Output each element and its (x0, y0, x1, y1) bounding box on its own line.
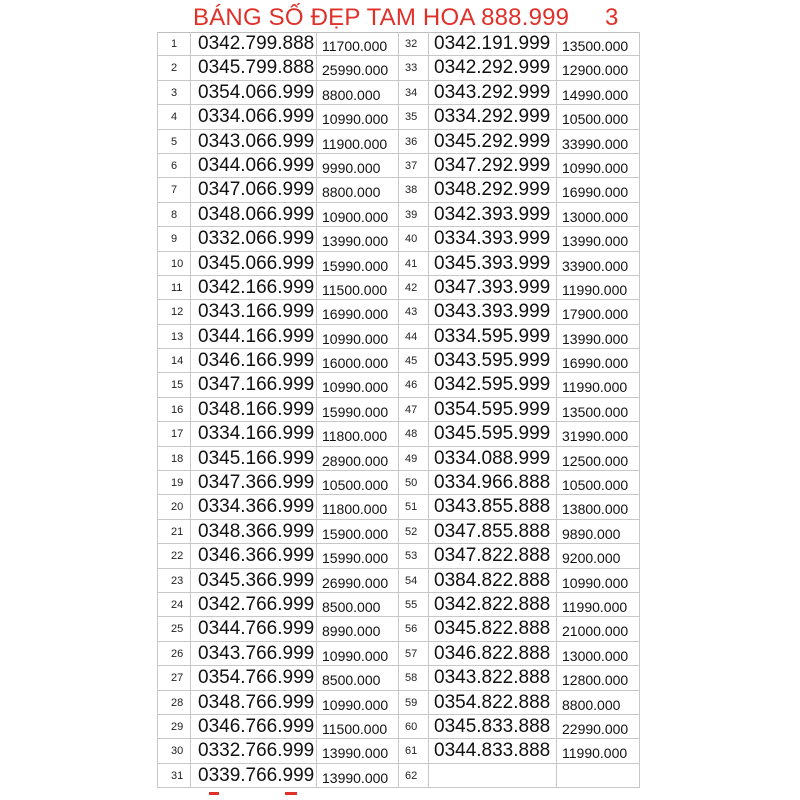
phone-number: 0347.292.999 (429, 154, 557, 177)
phone-number: 0354.822.888 (429, 691, 557, 714)
row-index: 26 (157, 642, 191, 665)
row-index: 50 (399, 471, 429, 494)
row-index: 31 (157, 764, 191, 787)
table-row (157, 691, 640, 715)
phone-number: 0332.766.999 (191, 739, 317, 762)
table-row (157, 593, 640, 617)
row-index: 5 (157, 130, 191, 153)
row-index: 48 (399, 422, 429, 445)
price: 12800.000 (557, 666, 640, 689)
phone-number: 0346.822.888 (429, 642, 557, 665)
table-row (157, 544, 640, 568)
row-index: 20 (157, 495, 191, 518)
price: 11700.000 (317, 32, 399, 55)
phone-number: 0343.595.999 (429, 349, 557, 372)
row-index: 22 (157, 544, 191, 567)
table-row (157, 373, 640, 397)
price: 13990.000 (557, 325, 640, 348)
phone-number: 0354.066.999 (191, 81, 317, 104)
price: 21000.000 (557, 617, 640, 640)
price: 8800.000 (557, 691, 640, 714)
price: 11990.000 (557, 276, 640, 299)
row-index: 40 (399, 227, 429, 250)
phone-number: 0345.833.888 (429, 715, 557, 738)
sheet-number: 3 (605, 4, 619, 31)
row-index: 34 (399, 81, 429, 104)
phone-number: 0343.822.888 (429, 666, 557, 689)
phone-number: 0348.766.999 (191, 691, 317, 714)
price: 10990.000 (317, 373, 399, 396)
price: 16000.000 (317, 349, 399, 372)
price: 10990.000 (317, 105, 399, 128)
phone-number: 0344.833.888 (429, 739, 557, 762)
phone-number: 0384.822.888 (429, 569, 557, 592)
price: 9200.000 (557, 544, 640, 567)
row-index: 15 (157, 373, 191, 396)
row-index: 32 (399, 32, 429, 55)
row-index: 46 (399, 373, 429, 396)
phone-number: 0347.855.888 (429, 520, 557, 543)
price: 13800.000 (557, 495, 640, 518)
phone-number: 0343.066.999 (191, 130, 317, 153)
row-index: 44 (399, 325, 429, 348)
row-index: 3 (157, 81, 191, 104)
row-index: 49 (399, 447, 429, 470)
price: 13990.000 (317, 764, 399, 787)
row-index: 8 (157, 203, 191, 226)
phone-number: 0354.595.999 (429, 398, 557, 421)
phone-number: 0345.799.888 (191, 56, 317, 79)
phone-number: 0342.799.888 (191, 32, 317, 55)
phone-number: 0334.066.999 (191, 105, 317, 128)
price: 13500.000 (557, 32, 640, 55)
price: 28900.000 (317, 447, 399, 470)
price: 14990.000 (557, 81, 640, 104)
row-index: 54 (399, 569, 429, 592)
price (557, 764, 640, 787)
table-row (157, 764, 640, 788)
price: 11800.000 (317, 422, 399, 445)
row-index: 39 (399, 203, 429, 226)
price: 25990.000 (317, 56, 399, 79)
row-index: 41 (399, 252, 429, 275)
phone-number: 0345.292.999 (429, 130, 557, 153)
cut-off-next-title (157, 792, 640, 800)
price: 8800.000 (317, 178, 399, 201)
phone-number: 0343.393.999 (429, 300, 557, 323)
price: 10990.000 (317, 325, 399, 348)
price: 10900.000 (317, 203, 399, 226)
price: 13500.000 (557, 398, 640, 421)
price: 11800.000 (317, 495, 399, 518)
price: 16990.000 (557, 178, 640, 201)
price: 10990.000 (557, 569, 640, 592)
price: 13990.000 (317, 739, 399, 762)
price: 10500.000 (317, 471, 399, 494)
price: 10500.000 (557, 471, 640, 494)
table-row (157, 105, 640, 129)
phone-number: 0348.166.999 (191, 398, 317, 421)
price: 15900.000 (317, 520, 399, 543)
phone-number: 0345.822.888 (429, 617, 557, 640)
row-index: 59 (399, 691, 429, 714)
phone-number: 0347.066.999 (191, 178, 317, 201)
phone-number: 0342.191.999 (429, 32, 557, 55)
phone-number (429, 764, 557, 787)
row-index: 24 (157, 593, 191, 616)
price: 11500.000 (317, 715, 399, 738)
phone-number: 0348.366.999 (191, 520, 317, 543)
price-sheet (157, 0, 640, 800)
phone-number: 0346.166.999 (191, 349, 317, 372)
row-index: 56 (399, 617, 429, 640)
phone-number: 0339.766.999 (191, 764, 317, 787)
price: 11990.000 (557, 373, 640, 396)
phone-number: 0343.855.888 (429, 495, 557, 518)
phone-number: 0343.766.999 (191, 642, 317, 665)
phone-number: 0347.166.999 (191, 373, 317, 396)
price: 8800.000 (317, 81, 399, 104)
price: 12500.000 (557, 447, 640, 470)
price: 10990.000 (317, 691, 399, 714)
table-row (157, 422, 640, 446)
row-index: 12 (157, 300, 191, 323)
price: 10990.000 (557, 154, 640, 177)
phone-number: 0344.166.999 (191, 325, 317, 348)
price: 15990.000 (317, 252, 399, 275)
row-index: 17 (157, 422, 191, 445)
phone-number: 0344.066.999 (191, 154, 317, 177)
row-index: 43 (399, 300, 429, 323)
row-index: 62 (399, 764, 429, 787)
row-index: 1 (157, 32, 191, 55)
table-row (157, 203, 640, 227)
row-index: 7 (157, 178, 191, 201)
sheet-title: BÁNG SỐ ĐẸP TAM HOA 888.999 (193, 4, 570, 31)
row-index: 16 (157, 398, 191, 421)
row-index: 10 (157, 252, 191, 275)
phone-number: 0347.822.888 (429, 544, 557, 567)
row-index: 52 (399, 520, 429, 543)
phone-number: 0354.766.999 (191, 666, 317, 689)
phone-number: 0334.966.888 (429, 471, 557, 494)
row-index: 27 (157, 666, 191, 689)
phone-number: 0346.766.999 (191, 715, 317, 738)
price: 13000.000 (557, 203, 640, 226)
table-row (157, 617, 640, 641)
phone-number: 0345.366.999 (191, 569, 317, 592)
row-index: 9 (157, 227, 191, 250)
price: 17900.000 (557, 300, 640, 323)
phone-number: 0348.292.999 (429, 178, 557, 201)
price: 8500.000 (317, 593, 399, 616)
price: 11900.000 (317, 130, 399, 153)
phone-number: 0346.366.999 (191, 544, 317, 567)
row-index: 2 (157, 56, 191, 79)
price: 13990.000 (317, 227, 399, 250)
phone-number: 0334.366.999 (191, 495, 317, 518)
price: 26990.000 (317, 569, 399, 592)
price: 9890.000 (557, 520, 640, 543)
phone-number: 0348.066.999 (191, 203, 317, 226)
price: 16990.000 (557, 349, 640, 372)
table-row (157, 276, 640, 300)
row-index: 11 (157, 276, 191, 299)
row-index: 53 (399, 544, 429, 567)
table-row (157, 130, 640, 154)
row-index: 4 (157, 105, 191, 128)
table-row (157, 447, 640, 471)
phone-number: 0342.393.999 (429, 203, 557, 226)
row-index: 19 (157, 471, 191, 494)
phone-number: 0334.393.999 (429, 227, 557, 250)
table-row (157, 569, 640, 593)
phone-number: 0345.166.999 (191, 447, 317, 470)
row-index: 28 (157, 691, 191, 714)
row-index: 58 (399, 666, 429, 689)
row-index: 36 (399, 130, 429, 153)
table-row (157, 227, 640, 251)
table-row (157, 349, 640, 373)
phone-number: 0345.393.999 (429, 252, 557, 275)
price: 33990.000 (557, 130, 640, 153)
phone-number: 0342.595.999 (429, 373, 557, 396)
row-index: 13 (157, 325, 191, 348)
table-row (157, 56, 640, 80)
row-index: 45 (399, 349, 429, 372)
table-row (157, 252, 640, 276)
number-price-table (157, 32, 640, 788)
table-row (157, 325, 640, 349)
table-row (157, 642, 640, 666)
row-index: 35 (399, 105, 429, 128)
price: 8990.000 (317, 617, 399, 640)
table-row (157, 520, 640, 544)
price: 15990.000 (317, 398, 399, 421)
price: 12900.000 (557, 56, 640, 79)
title-row (157, 0, 640, 33)
row-index: 47 (399, 398, 429, 421)
price: 9990.000 (317, 154, 399, 177)
price: 16990.000 (317, 300, 399, 323)
phone-number: 0347.393.999 (429, 276, 557, 299)
price: 31990.000 (557, 422, 640, 445)
price: 10500.000 (557, 105, 640, 128)
row-index: 6 (157, 154, 191, 177)
row-index: 21 (157, 520, 191, 543)
price: 11990.000 (557, 593, 640, 616)
phone-number: 0334.292.999 (429, 105, 557, 128)
table-row (157, 178, 640, 202)
phone-number: 0332.066.999 (191, 227, 317, 250)
phone-number: 0334.088.999 (429, 447, 557, 470)
row-index: 14 (157, 349, 191, 372)
price: 33900.000 (557, 252, 640, 275)
phone-number: 0334.166.999 (191, 422, 317, 445)
row-index: 29 (157, 715, 191, 738)
price: 13990.000 (557, 227, 640, 250)
row-index: 38 (399, 178, 429, 201)
phone-number: 0344.766.999 (191, 617, 317, 640)
row-index: 30 (157, 739, 191, 762)
table-row (157, 739, 640, 763)
price: 15990.000 (317, 544, 399, 567)
price: 11990.000 (557, 739, 640, 762)
row-index: 23 (157, 569, 191, 592)
row-index: 42 (399, 276, 429, 299)
phone-number: 0342.292.999 (429, 56, 557, 79)
phone-number: 0347.366.999 (191, 471, 317, 494)
phone-number: 0343.292.999 (429, 81, 557, 104)
table-row (157, 666, 640, 690)
table-row (157, 495, 640, 519)
row-index: 51 (399, 495, 429, 518)
price: 8500.000 (317, 666, 399, 689)
row-index: 61 (399, 739, 429, 762)
phone-number: 0345.595.999 (429, 422, 557, 445)
table-row (157, 154, 640, 178)
phone-number: 0342.822.888 (429, 593, 557, 616)
table-row (157, 300, 640, 324)
row-index: 25 (157, 617, 191, 640)
phone-number: 0345.066.999 (191, 252, 317, 275)
price: 22990.000 (557, 715, 640, 738)
price: 13000.000 (557, 642, 640, 665)
phone-number: 0342.166.999 (191, 276, 317, 299)
price: 11500.000 (317, 276, 399, 299)
phone-number: 0342.766.999 (191, 593, 317, 616)
row-index: 18 (157, 447, 191, 470)
row-index: 60 (399, 715, 429, 738)
row-index: 37 (399, 154, 429, 177)
table-row (157, 398, 640, 422)
row-index: 33 (399, 56, 429, 79)
row-index: 55 (399, 593, 429, 616)
phone-number: 0343.166.999 (191, 300, 317, 323)
row-index: 57 (399, 642, 429, 665)
table-row (157, 715, 640, 739)
table-row (157, 471, 640, 495)
phone-number: 0334.595.999 (429, 325, 557, 348)
table-row (157, 32, 640, 56)
price: 10990.000 (317, 642, 399, 665)
table-row (157, 81, 640, 105)
